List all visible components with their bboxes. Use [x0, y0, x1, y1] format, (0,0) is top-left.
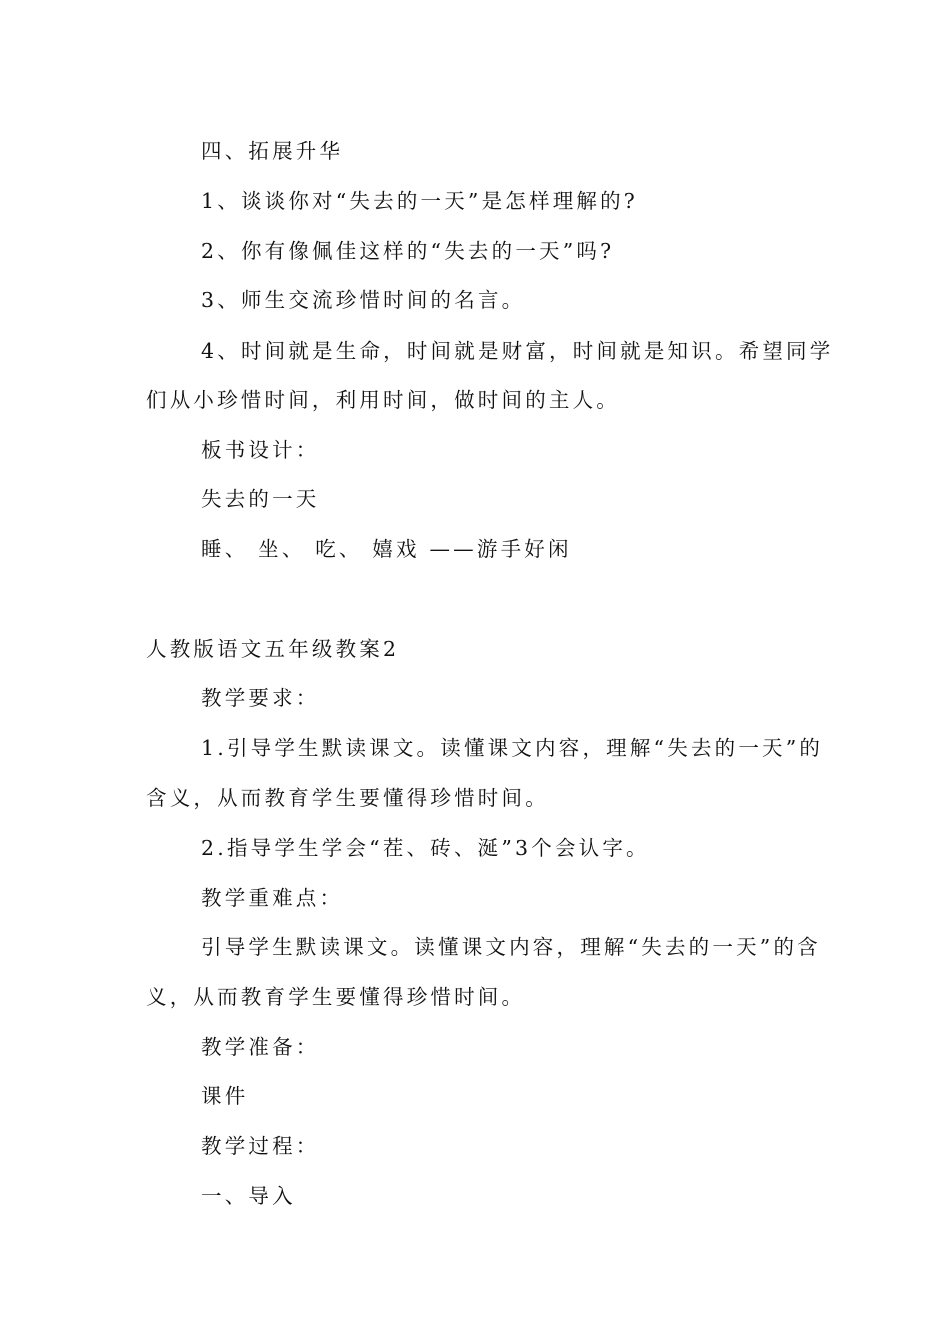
process-step-intro: 一、导入 [201, 1184, 296, 1208]
board-design-content: 睡、 坐、 吃、 嬉戏 ——游手好闲 [201, 537, 572, 561]
lesson-title: 人教版语文五年级教案2 [146, 637, 400, 661]
board-design-label: 板书设计： [201, 438, 320, 462]
board-design-title: 失去的一天 [201, 487, 320, 511]
requirement-item-1-continued: 含义，从而教育学生要懂得珍惜时间。 [146, 786, 549, 810]
list-item-1: 1、谈谈你对“失去的一天”是怎样理解的? [201, 189, 638, 213]
key-points-text-continued: 义，从而教育学生要懂得珍惜时间。 [146, 985, 526, 1009]
key-points-label: 教学重难点： [201, 886, 344, 910]
list-item-2: 2、你有像佩佳这样的“失去的一天”吗? [201, 239, 615, 263]
requirement-item-1: 1.引导学生默读课文。读懂课文内容，理解“失去的一天”的 [201, 736, 824, 760]
list-item-4: 4、时间就是生命，时间就是财富，时间就是知识。希望同学 [201, 339, 834, 363]
preparation-label: 教学准备： [201, 1035, 320, 1059]
preparation-text: 课件 [201, 1084, 249, 1108]
process-label: 教学过程： [201, 1134, 320, 1158]
list-item-4-continued: 们从小珍惜时间，利用时间，做时间的主人。 [146, 388, 620, 412]
requirement-item-2: 2.指导学生学会“茬、砖、涎”3个会认字。 [201, 836, 650, 860]
teaching-requirements-label: 教学要求： [201, 686, 320, 710]
list-item-3: 3、师生交流珍惜时间的名言。 [201, 288, 526, 312]
section-heading-extension: 四、拓展升华 [201, 139, 344, 163]
key-points-text: 引导学生默读课文。读懂课文内容，理解“失去的一天”的含 [201, 935, 821, 959]
